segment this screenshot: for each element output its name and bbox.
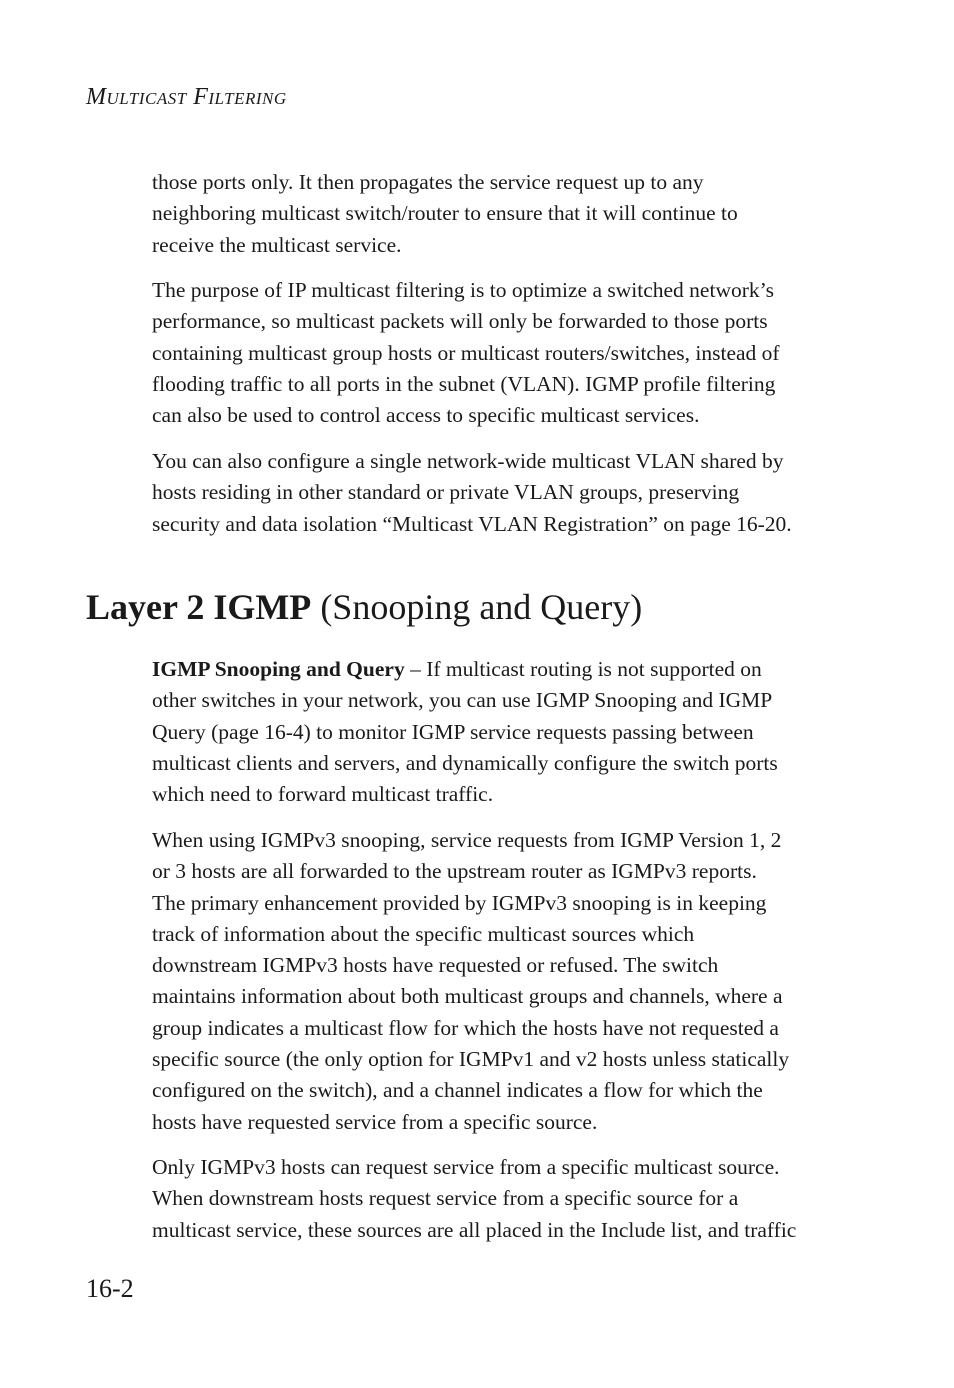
text-line: performance, so multicast packets will only be forwarded to those ports <box>152 309 768 334</box>
paragraph-multicast-vlan <box>152 446 852 540</box>
text-line: multicast clients and servers, and dynamically configure the switch ports <box>152 750 778 775</box>
text-line: hosts residing in other standard or private VLAN groups, preserving <box>152 480 740 505</box>
text-line: The primary enhancement provided by IGMPv3 snooping is in keeping <box>152 890 767 915</box>
paragraph-purpose <box>152 275 852 431</box>
section-heading-bold: Layer 2 IGMP <box>86 587 312 627</box>
lead-term: IGMP Snooping and Query <box>152 657 405 681</box>
text-line: configured on the switch), and a channel indicates a flow for which the <box>152 1078 763 1103</box>
text-line: Only IGMPv3 hosts can request service from a specific multicast source. <box>152 1155 780 1179</box>
text-line: flooding traffic to all ports in the subnet (VLAN). IGMP profile filtering <box>152 371 776 396</box>
text-line: can also be used to control access to specific multicast services. <box>152 403 700 428</box>
header-m-cap: M <box>86 84 107 110</box>
section-heading-rest: (Snooping and Query) <box>311 587 643 627</box>
text-line: neighboring multicast switch/router to ensure that it will continue to <box>152 201 738 226</box>
paragraph-igmpv3-snooping <box>152 825 852 1138</box>
header-f-rest: ILTERING <box>208 89 287 108</box>
text-line: containing multicast group hosts or multicast routers/switches, instead of <box>152 340 780 365</box>
paragraph-igmp-snooping <box>152 654 852 810</box>
text-line: which need to forward multicast traffic. <box>152 782 494 807</box>
text-line: those ports only. It then propagates the service request up to any <box>152 170 704 194</box>
text-line: group indicates a multicast flow for which the hosts have not requested a <box>152 1015 779 1040</box>
text-line: downstream IGMPv3 hosts have requested or refused. The switch <box>152 953 719 978</box>
text-line: specific source (the only option for IGMPv1 and v2 hosts unless statically <box>152 1047 790 1072</box>
text-line: hosts have requested service from a specific source. <box>152 1109 598 1134</box>
text-line: You can also configure a single network-wide multicast VLAN shared by <box>152 449 784 473</box>
text-line <box>152 654 852 685</box>
text-line: When using IGMPv3 snooping, service requests from IGMP Version 1, 2 <box>152 828 782 852</box>
text-line: other switches in your network, you can use IGMP Snooping and IGMP <box>152 688 773 713</box>
running-header <box>86 84 287 111</box>
text-line: The purpose of IP multicast filtering is to optimize a switched network’s <box>152 278 774 302</box>
text-line: or 3 hosts are all forwarded to the upstream router as IGMPv3 reports. <box>152 859 757 884</box>
paragraph-ports-only <box>152 167 852 261</box>
text-line: receive the multicast service. <box>152 232 402 257</box>
text-line: track of information about the specific multicast sources which <box>152 921 695 946</box>
text-line: Query (page 16-4) to monitor IGMP service requests passing between <box>152 719 754 744</box>
section-heading <box>86 583 642 631</box>
paragraph-igmpv3-hosts <box>152 1152 852 1246</box>
lead-rest: – If multicast routing is not supported on <box>404 657 762 681</box>
page-number: 16-2 <box>86 1274 134 1303</box>
header-m-rest: ULTICAST <box>106 89 187 108</box>
text-line: When downstream hosts request service from a specific source for a <box>152 1186 739 1211</box>
text-line: security and data isolation “Multicast VLAN Registration” on page 16-20. <box>152 511 792 536</box>
text-line: maintains information about both multicast groups and channels, where a <box>152 984 783 1009</box>
text-line: multicast service, these sources are all placed in the Include list, and traffic <box>152 1217 797 1242</box>
header-f-cap: F <box>193 84 209 110</box>
